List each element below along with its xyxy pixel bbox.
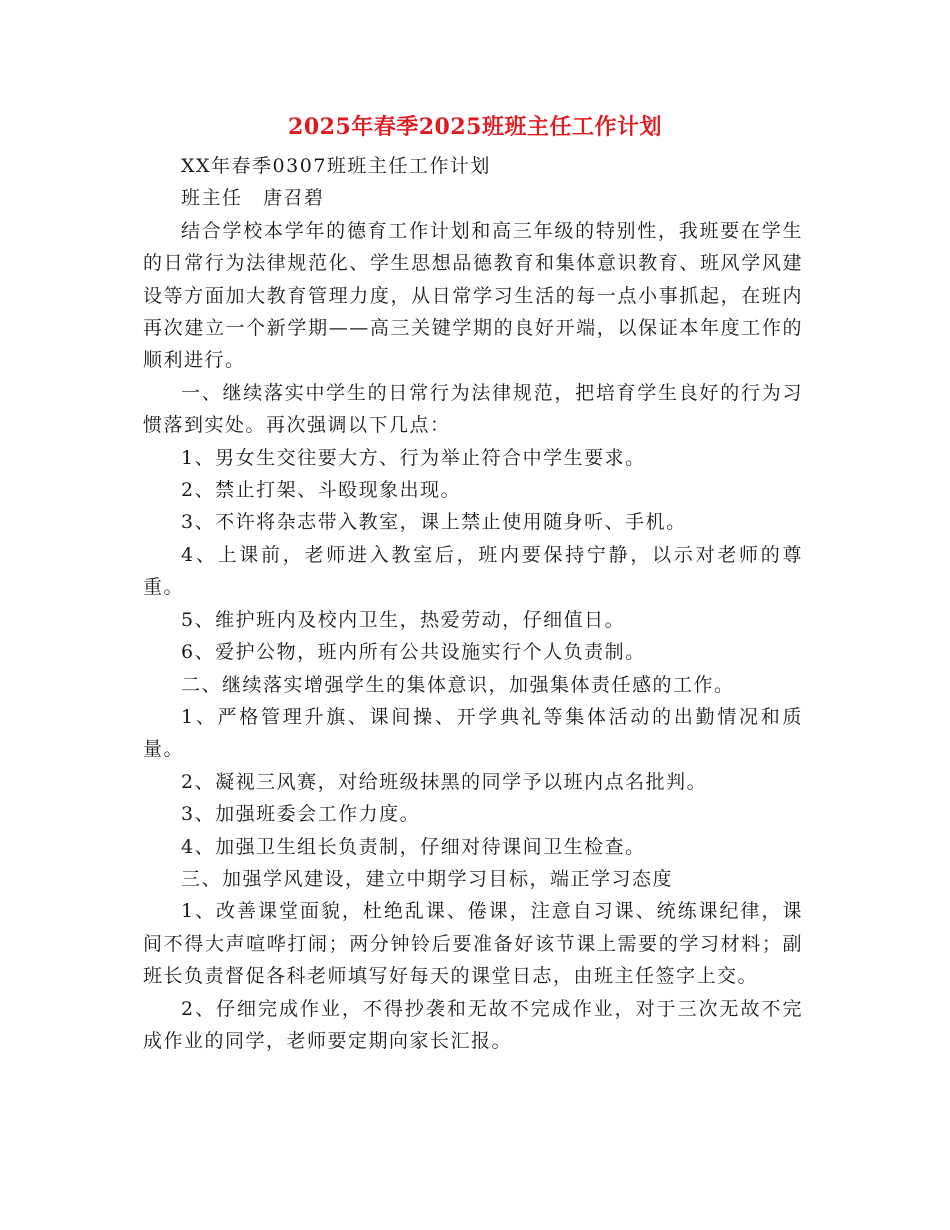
list-item: 4、上课前，老师进入教室后，班内要保持宁静，以示对老师的尊重。 xyxy=(143,543,803,599)
list-item: 1、严格管理升旗、课间操、开学典礼等集体活动的出勤情况和质量。 xyxy=(143,705,803,761)
section-heading-2: 二、继续落实增强学生的集体意识，加强集体责任感的工作。 xyxy=(181,673,735,696)
list-item: 2、凝视三风赛，对给班级抹黑的同学予以班内点名批判。 xyxy=(181,770,708,793)
document-body xyxy=(143,150,803,1057)
list-item: 4、加强卫生组长负责制，仔细对待课间卫生检查。 xyxy=(181,835,646,858)
document-title: 2025年春季2025班班主任工作计划 xyxy=(288,114,662,140)
author-line: 班主任 唐召碧 xyxy=(181,187,325,210)
list-item: 2、禁止打架、斗殴现象出现。 xyxy=(181,479,462,502)
section-heading-3: 三、加强学风建设，建立中期学习目标，端正学习态度 xyxy=(181,867,674,890)
list-item: 6、爱护公物，班内所有公共设施实行个人负责制。 xyxy=(181,641,646,664)
list-item: 2、仔细完成作业，不得抄袭和无故不完成作业，对于三次无故不完成作业的同学，老师要定期向家长汇报。 xyxy=(143,997,803,1052)
intro-paragraph: 结合学校本学年的德育工作计划和高三年级的特别性，我班要在学生的日常行为法律规范化、学生思想品德教育和集体意识教育、班风学风建设等方面加大教育管理力度，从日常学习生活的每一点小事抓起，在班内再次建立一个新学期——高三关键学期的良好开端，以保证本年度工作的顺利进行。 xyxy=(143,219,803,372)
list-item: 1、男女生交往要大方、行为举止符合中学生要求。 xyxy=(181,446,646,469)
section-heading-1: 一、继续落实中学生的日常行为法律规范，把培育学生良好的行为习惯落到实处。再次强调以下几点： xyxy=(143,381,803,437)
list-item: 1、改善课堂面貌，杜绝乱课、倦课，注意自习课、统练课纪律，课间不得大声喧哗打闹；两分钟铃后要准备好该节课上需要的学习材料；副班长负责督促各科老师填写好每天的课堂日志，由班主任签字上交。 xyxy=(143,900,803,988)
list-item: 3、加强班委会工作力度。 xyxy=(181,803,421,826)
list-item: 3、不许将杂志带入教室，课上禁止使用随身听、手机。 xyxy=(181,511,687,534)
subtitle-line: XX年春季0307班班主任工作计划 xyxy=(181,155,491,177)
list-item: 5、维护班内及校内卫生，热爱劳动，仔细值日。 xyxy=(181,608,626,631)
